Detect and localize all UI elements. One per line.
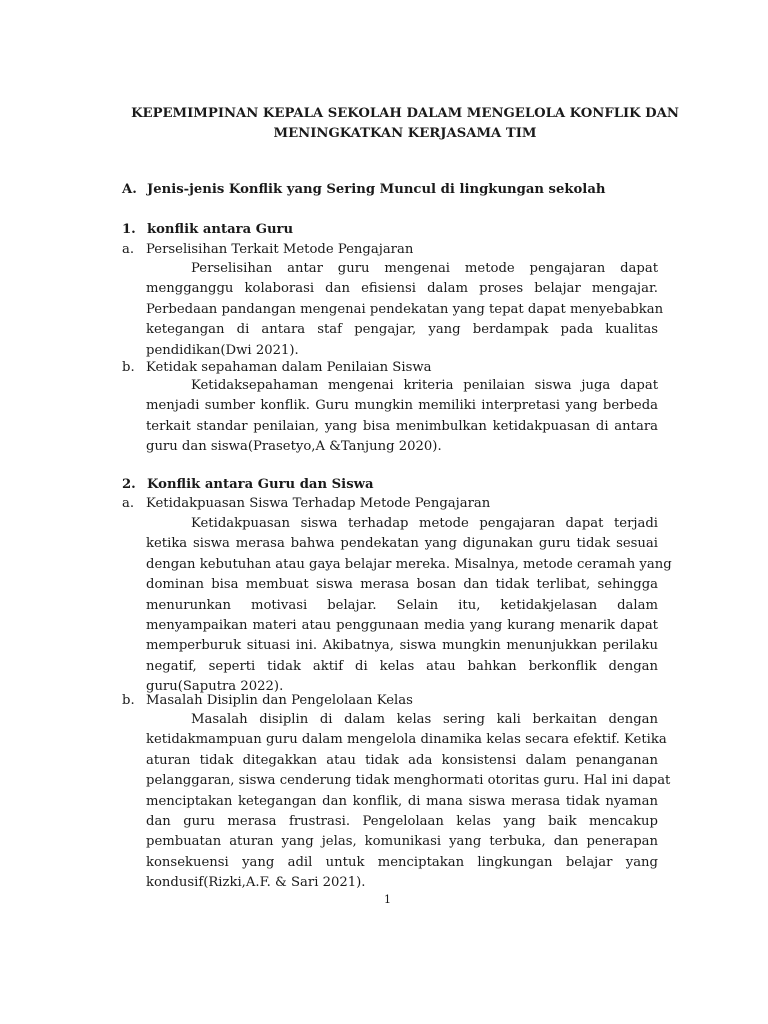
paragraph-line: Masalah disiplin di dalam kelas sering kali berkaitan dengan (191, 712, 658, 727)
paragraph-line: terkait standar penilaian, yang bisa menimbulkan ketidakpuasan di antara (146, 418, 658, 434)
paragraph-line: mengganggu kolaborasi dan efisiensi dalam proses belajar mengajar. (146, 281, 658, 297)
paragraph-line: pembuatan aturan yang jelas, komunikasi yang terbuka, dan penerapan (146, 834, 658, 850)
section-1-number: 1. (122, 222, 136, 237)
title-line-2: MENINGKATKAN KERJASAMA TIM (273, 126, 537, 141)
paragraph-line: guru(Saputra 2022). (146, 679, 284, 695)
section-2a-text: Ketidakpuasan Siswa Terhadap Metode Pengajaran (146, 496, 491, 511)
paragraph-line: konsekuensi yang adil untuk menciptakan lingkungan belajar yang (146, 854, 658, 870)
paragraph-line: Ketidaksepahaman mengenai kriteria penilaian siswa juga dapat (191, 378, 658, 393)
title-line-1: KEPEMIMPINAN KEPALA SEKOLAH DALAM MENGELOLA KONFLIK DAN (131, 106, 679, 121)
paragraph-line: kondusif(Rizki,A.F. & Sari 2021). (146, 875, 366, 891)
paragraph-line: ketika siswa merasa bahwa pendekatan yang digunakan guru tidak sesuai (146, 536, 658, 552)
paragraph-line: menurunkan motivasi belajar. Selain itu, ketidakjelasan dalam (146, 597, 658, 613)
paragraph-line: menciptakan ketegangan dan konflik, di mana siswa merasa tidak nyaman (146, 793, 658, 809)
section-2-number: 2. (122, 477, 136, 492)
section-2b-text: Masalah Disiplin dan Pengelolaan Kelas (146, 693, 413, 708)
paragraph-line: pendidikan(Dwi 2021). (146, 342, 299, 358)
paragraph-line: dominan bisa membuat siswa merasa bosan dan tidak terlibat, sehingga (146, 577, 658, 593)
section-2b-number: b. (122, 693, 135, 708)
paragraph-line: menjadi sumber konflik. Guru mungkin memiliki interpretasi yang berbeda (146, 398, 658, 414)
paragraph-line: ketidakmampuan guru dalam mengelola dinamika kelas secara efektif. Ketika (146, 732, 667, 748)
section-1b-paragraph (146, 376, 658, 458)
paragraph-line: menyampaikan materi atau penggunaan media yang kurang menarik dapat (146, 618, 658, 634)
section-a-text: Jenis-jenis Konflik yang Sering Muncul di lingkungan sekolah (147, 182, 606, 197)
paragraph-line: Perselisihan antar guru mengenai metode pengajaran dapat (191, 261, 658, 276)
section-1a-text: Perselisihan Terkait Metode Pengajaran (146, 242, 414, 257)
paragraph-line: ketegangan di antara staf pengajar, yang berdampak pada kualitas (146, 322, 658, 338)
paragraph-line: dan guru merasa frustrasi. Pengelolaan kelas yang baik mencakup (146, 814, 658, 830)
section-2-text: Konflik antara Guru dan Siswa (147, 477, 374, 492)
paragraph-line: aturan tidak ditegakkan atau tidak ada konsistensi dalam penanganan (146, 752, 658, 768)
paragraph-line: negatif, seperti tidak aktif di kelas atau bahkan berkonflik dengan (146, 658, 658, 674)
section-1a-paragraph (146, 259, 664, 361)
paragraph-line: Ketidakpuasan siswa terhadap metode pengajaran dapat terjadi (191, 516, 658, 531)
paragraph-line: pelanggaran, siswa cenderung tidak menghormati otoritas guru. Hal ini dapat (146, 773, 671, 789)
section-a-number: A. (122, 182, 137, 197)
page-number: 1 (384, 893, 391, 906)
section-1b-number: b. (122, 360, 135, 375)
section-2b-paragraph (146, 710, 671, 894)
paragraph-line: dengan kebutuhan atau gaya belajar mereka. Misalnya, metode ceramah yang (146, 556, 672, 572)
section-2a-paragraph (146, 514, 672, 698)
paragraph-line: memperburuk situasi ini. Akibatnya, siswa mungkin menunjukkan perilaku (146, 638, 658, 654)
section-2a-number: a. (122, 496, 135, 511)
section-1-text: konflik antara Guru (147, 222, 294, 237)
paragraph-line: Perbedaan pandangan mengenai pendekatan yang tepat dapat menyebabkan (146, 301, 664, 317)
paragraph-line: guru dan siswa(Prasetyo,A &Tanjung 2020). (146, 439, 442, 455)
document-title (120, 104, 690, 144)
section-1a-number: a. (122, 242, 135, 257)
section-1b-text: Ketidak sepahaman dalam Penilaian Siswa (146, 360, 432, 375)
